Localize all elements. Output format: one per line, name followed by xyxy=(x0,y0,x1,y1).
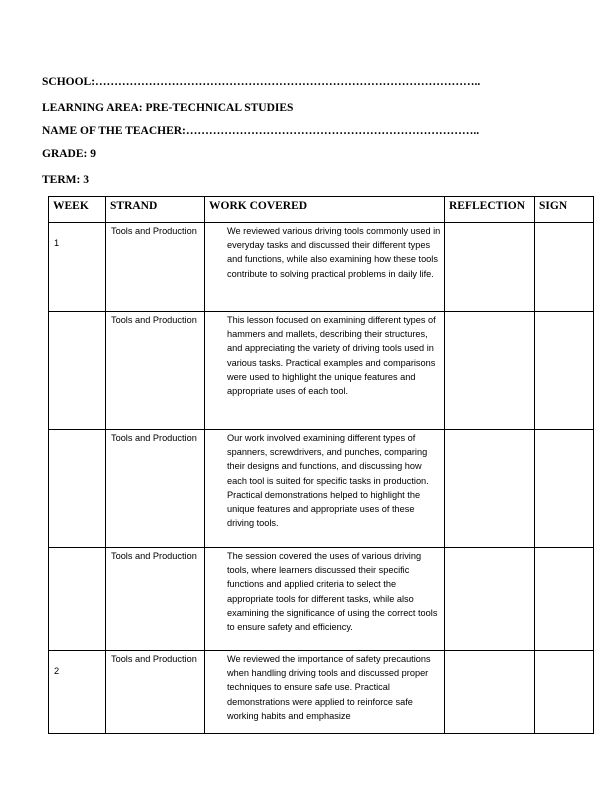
work-covered-cell: Our work involved examining different types of spanners, screwdrivers, and punches, comparing their designs and functions, and discussing how each tool is suited for specific tasks in production. Practical demonstrations helped to highlight the unique features and appropriate uses of these driving tools. xyxy=(205,430,445,548)
column-header-reflection: REFLECTION xyxy=(445,197,535,223)
column-header-strand: STRAND xyxy=(106,197,205,223)
teacher-name-field: NAME OF THE TEACHER:………………………………………………………………….. xyxy=(42,125,480,137)
strand-cell: Tools and Production xyxy=(106,312,205,430)
sign-cell xyxy=(535,430,594,548)
column-header-sign: SIGN xyxy=(535,197,594,223)
column-header-week: WEEK xyxy=(49,197,106,223)
table-row xyxy=(49,312,594,430)
school-field: SCHOOL:……………………………………………………………………………………….. xyxy=(42,76,481,88)
strand-cell: Tools and Production xyxy=(106,223,205,312)
table-row xyxy=(49,651,594,734)
work-covered-cell: We reviewed the importance of safety precautions when handling driving tools and discussed proper techniques to ensure safe use. Practical demonstrations were applied to reinforce safe working habits and emphasize xyxy=(205,651,445,734)
strand-cell: Tools and Production xyxy=(106,430,205,548)
table-row xyxy=(49,430,594,548)
strand-cell: Tools and Production xyxy=(106,651,205,734)
work-covered-cell: We reviewed various driving tools commonly used in everyday tasks and discussed their different types and functions, while also examining how these tools contribute to solving practical problems in daily life. xyxy=(205,223,445,312)
table-row xyxy=(49,223,594,312)
reflection-cell xyxy=(445,430,535,548)
reflection-cell xyxy=(445,312,535,430)
week-cell xyxy=(49,430,106,548)
week-cell: 2 xyxy=(49,651,106,734)
work-covered-cell: This lesson focused on examining different types of hammers and mallets, describing their structures, and appreciating the variety of driving tools used in various tasks. Practical examples and comparisons were used to highlight the unique features and appropriate uses of each tool. xyxy=(205,312,445,430)
sign-cell xyxy=(535,312,594,430)
week-cell xyxy=(49,312,106,430)
table-header-row xyxy=(49,197,594,223)
record-of-work-table xyxy=(48,196,594,734)
sign-cell xyxy=(535,223,594,312)
table-row xyxy=(49,548,594,651)
column-header-work-covered: WORK COVERED xyxy=(205,197,445,223)
reflection-cell xyxy=(445,651,535,734)
week-cell xyxy=(49,548,106,651)
sign-cell xyxy=(535,548,594,651)
reflection-cell xyxy=(445,548,535,651)
reflection-cell xyxy=(445,223,535,312)
grade-label: GRADE: 9 xyxy=(42,148,96,160)
learning-area: LEARNING AREA: PRE-TECHNICAL STUDIES xyxy=(42,102,294,114)
sign-cell xyxy=(535,651,594,734)
week-cell: 1 xyxy=(49,223,106,312)
term-label: TERM: 3 xyxy=(42,174,89,186)
strand-cell: Tools and Production xyxy=(106,548,205,651)
work-covered-cell: The session covered the uses of various driving tools, where learners discussed their specific functions and applied criteria to select the appropriate tools for different tasks, while also examining the significance of using the correct tools to ensure safety and efficiency. xyxy=(205,548,445,651)
